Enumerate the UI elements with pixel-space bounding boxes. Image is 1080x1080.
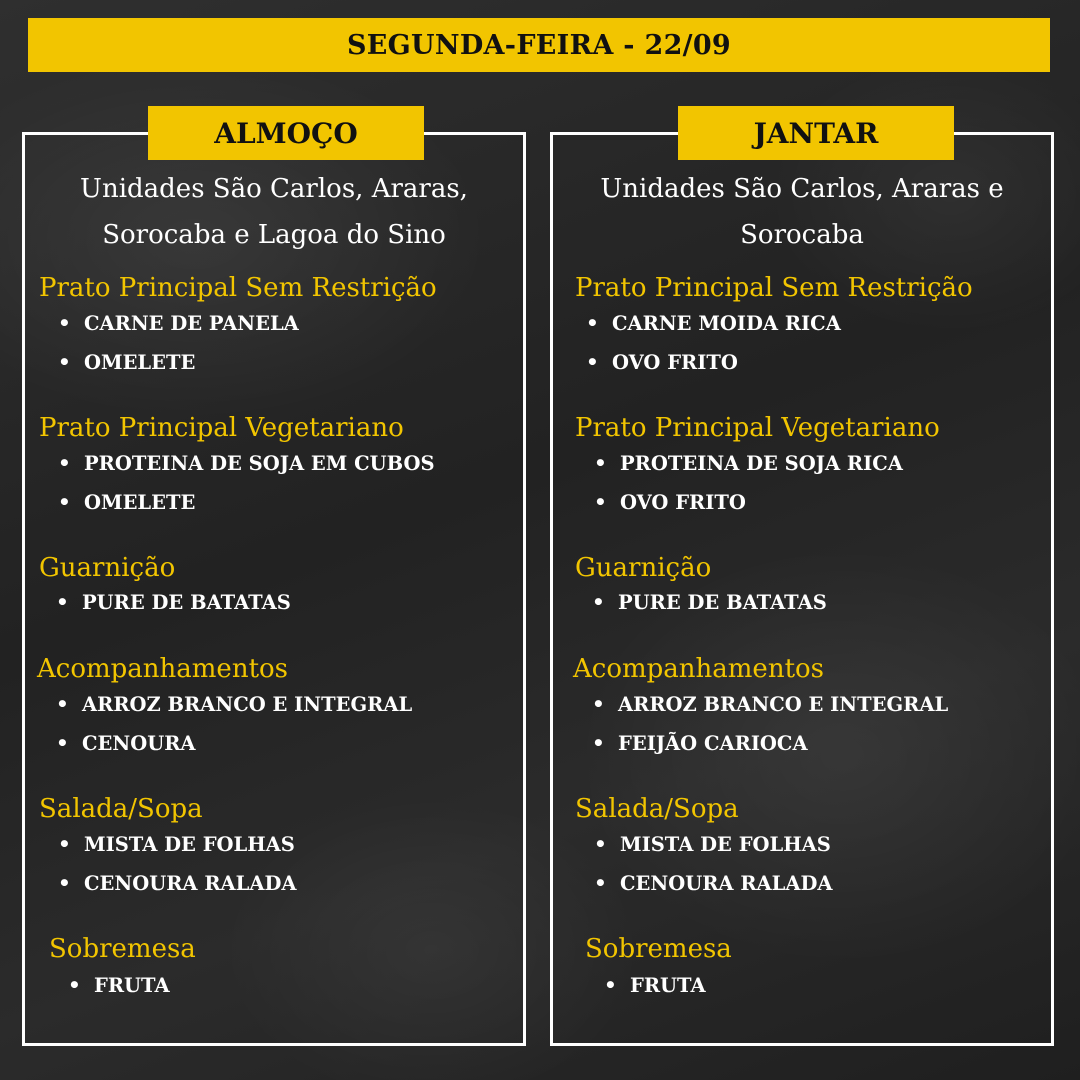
list-item: • PURE DE BATATAS: [56, 583, 291, 622]
lunch-units-line1: Unidades São Carlos, Araras,: [80, 174, 468, 204]
list-item: • MISTA DE FOLHAS: [594, 825, 833, 864]
lunch-units-line2: Sorocaba e Lagoa do Sino: [102, 220, 446, 250]
list-item: • ARROZ BRANCO E INTEGRAL: [592, 685, 948, 724]
list-item: • CENOURA RALADA: [594, 864, 833, 903]
dinner-section-items: [592, 685, 948, 763]
lunch-section-title: Acompanhamentos: [37, 654, 289, 684]
lunch-section-items: [58, 825, 297, 903]
list-item: • OMELETE: [58, 343, 299, 382]
list-item: • MISTA DE FOLHAS: [58, 825, 297, 864]
list-item: • OVO FRITO: [586, 343, 841, 382]
page-title-banner: [28, 18, 1050, 72]
list-item: • CARNE DE PANELA: [58, 304, 299, 343]
dinner-tab: [678, 106, 954, 160]
dinner-units: [550, 166, 1054, 258]
lunch-section-items: [56, 685, 412, 763]
dinner-section-items: [594, 825, 833, 903]
dinner-section-title: Salada/Sopa: [575, 794, 739, 824]
lunch-section-items: [68, 966, 170, 1005]
list-item: • FRUTA: [604, 966, 706, 1005]
list-item: • OMELETE: [58, 483, 435, 522]
list-item: • PROTEINA DE SOJA EM CUBOS: [58, 444, 435, 483]
dinner-units-line2: Sorocaba: [740, 220, 864, 250]
list-item: • ARROZ BRANCO E INTEGRAL: [56, 685, 412, 724]
lunch-section-items: [56, 583, 291, 622]
list-item: • CENOURA RALADA: [58, 864, 297, 903]
dinner-section-items: [592, 583, 827, 622]
lunch-section-title: Prato Principal Sem Restrição: [39, 273, 437, 303]
page-title: SEGUNDA-FEIRA - 22/09: [346, 29, 731, 61]
list-item: • CARNE MOIDA RICA: [586, 304, 841, 343]
list-item: • FRUTA: [68, 966, 170, 1005]
lunch-section-title: Guarnição: [39, 553, 176, 583]
dinner-units-line1: Unidades São Carlos, Araras e: [600, 174, 1004, 204]
lunch-title: ALMOÇO: [214, 116, 358, 150]
list-item: • FEIJÃO CARIOCA: [592, 724, 948, 763]
lunch-section-title: Prato Principal Vegetariano: [39, 413, 404, 443]
lunch-section-title: Salada/Sopa: [39, 794, 203, 824]
dinner-section-items: [594, 444, 903, 522]
dinner-section-items: [586, 304, 841, 382]
lunch-units: [22, 166, 526, 258]
dinner-section-title: Prato Principal Vegetariano: [575, 413, 940, 443]
dinner-section-items: [604, 966, 706, 1005]
dinner-title: JANTAR: [753, 116, 879, 150]
dinner-section-title: Prato Principal Sem Restrição: [575, 273, 973, 303]
lunch-tab: [148, 106, 424, 160]
dinner-section-title: Sobremesa: [585, 934, 732, 964]
lunch-section-items: [58, 304, 299, 382]
dinner-section-title: Guarnição: [575, 553, 712, 583]
lunch-section-title: Sobremesa: [49, 934, 196, 964]
lunch-section-items: [58, 444, 435, 522]
list-item: • CENOURA: [56, 724, 412, 763]
list-item: • PURE DE BATATAS: [592, 583, 827, 622]
list-item: • PROTEINA DE SOJA RICA: [594, 444, 903, 483]
dinner-section-title: Acompanhamentos: [573, 654, 825, 684]
list-item: • OVO FRITO: [594, 483, 903, 522]
